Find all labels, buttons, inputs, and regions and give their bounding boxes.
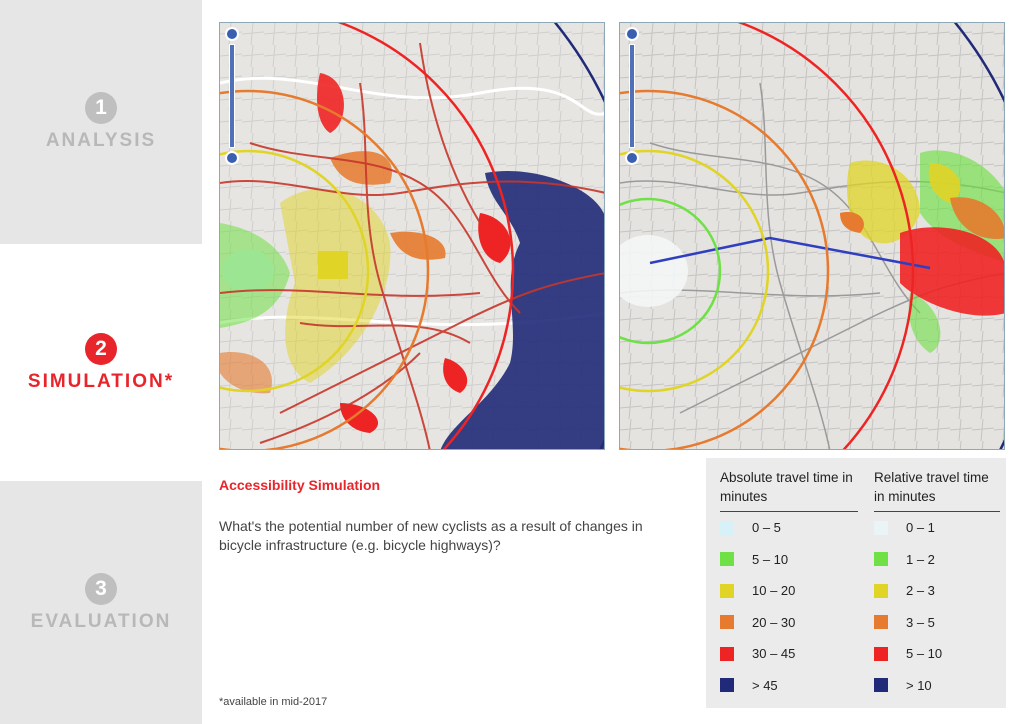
step-label-simulation: SIMULATION* [27, 370, 175, 392]
absolute-travel-time-map[interactable] [219, 22, 605, 450]
absolute-legend-label: 10 – 20 [752, 583, 796, 599]
relative-legend-title: Relative travel time in minutes [874, 458, 1000, 512]
absolute-legend-label: 0 – 5 [752, 520, 781, 536]
color-swatch [874, 552, 888, 566]
relative-legend-item [874, 575, 1000, 607]
absolute-legend-title: Absolute travel time in minutes [720, 458, 858, 512]
zoom-out-icon[interactable] [625, 151, 639, 165]
relative-map-canvas [620, 23, 1005, 450]
pan-icon[interactable] [625, 27, 639, 41]
step-simulation[interactable] [0, 247, 202, 478]
color-swatch [720, 552, 734, 566]
relative-legend-label: 2 – 3 [906, 583, 935, 599]
absolute-legend-item [720, 670, 858, 702]
absolute-legend-label: 30 – 45 [752, 646, 796, 662]
relative-legend [874, 458, 1000, 701]
relative-legend-label: 1 – 2 [906, 551, 935, 567]
absolute-legend-item [720, 575, 858, 607]
availability-footnote: *available in mid-2017 [219, 696, 328, 708]
zoom-slider[interactable] [629, 44, 635, 148]
pan-icon[interactable] [225, 27, 239, 41]
absolute-legend-label: 20 – 30 [752, 614, 796, 630]
color-swatch [874, 584, 888, 598]
step-sidebar [0, 0, 202, 724]
absolute-legend-label: > 45 [752, 677, 778, 693]
step-number-1: 1 [85, 92, 117, 124]
relative-legend-item [874, 607, 1000, 639]
travel-time-legend [706, 458, 1006, 708]
color-swatch [874, 521, 888, 535]
color-swatch [720, 678, 734, 692]
step-label-evaluation: EVALUATION [30, 610, 172, 632]
color-swatch [720, 584, 734, 598]
absolute-legend [720, 458, 858, 701]
absolute-legend-item [720, 607, 858, 639]
color-swatch [720, 521, 734, 535]
step-label-analysis: ANALYSIS [45, 130, 157, 151]
color-swatch [874, 678, 888, 692]
relative-legend-label: > 10 [906, 677, 932, 693]
relative-travel-time-map[interactable] [619, 22, 1005, 450]
map-zoom-control[interactable] [625, 27, 639, 165]
absolute-legend-item [720, 512, 858, 544]
step-number-2: 2 [85, 333, 117, 365]
zoom-slider[interactable] [229, 44, 235, 148]
relative-legend-item [874, 512, 1000, 544]
relative-legend-label: 0 – 1 [906, 520, 935, 536]
absolute-map-canvas [220, 23, 605, 450]
color-swatch [720, 647, 734, 661]
relative-legend-item [874, 544, 1000, 576]
relative-legend-label: 3 – 5 [906, 614, 935, 630]
color-swatch [874, 615, 888, 629]
relative-legend-item [874, 638, 1000, 670]
color-swatch [874, 647, 888, 661]
absolute-legend-label: 5 – 10 [752, 551, 789, 567]
map-zoom-control[interactable] [225, 27, 239, 165]
absolute-legend-item [720, 544, 858, 576]
section-description: What's the potential number of new cyclists as a result of changes in bicycle infrastructure (e.g. bicycle highways)? [219, 518, 643, 553]
relative-legend-item [874, 670, 1000, 702]
section-heading: Accessibility Simulation [219, 477, 381, 493]
color-swatch [720, 615, 734, 629]
relative-legend-label: 5 – 10 [906, 646, 943, 662]
absolute-legend-item [720, 638, 858, 670]
step-number-3: 3 [85, 573, 117, 605]
step-evaluation[interactable] [0, 481, 202, 724]
zoom-out-icon[interactable] [225, 151, 239, 165]
step-analysis[interactable] [0, 0, 202, 244]
